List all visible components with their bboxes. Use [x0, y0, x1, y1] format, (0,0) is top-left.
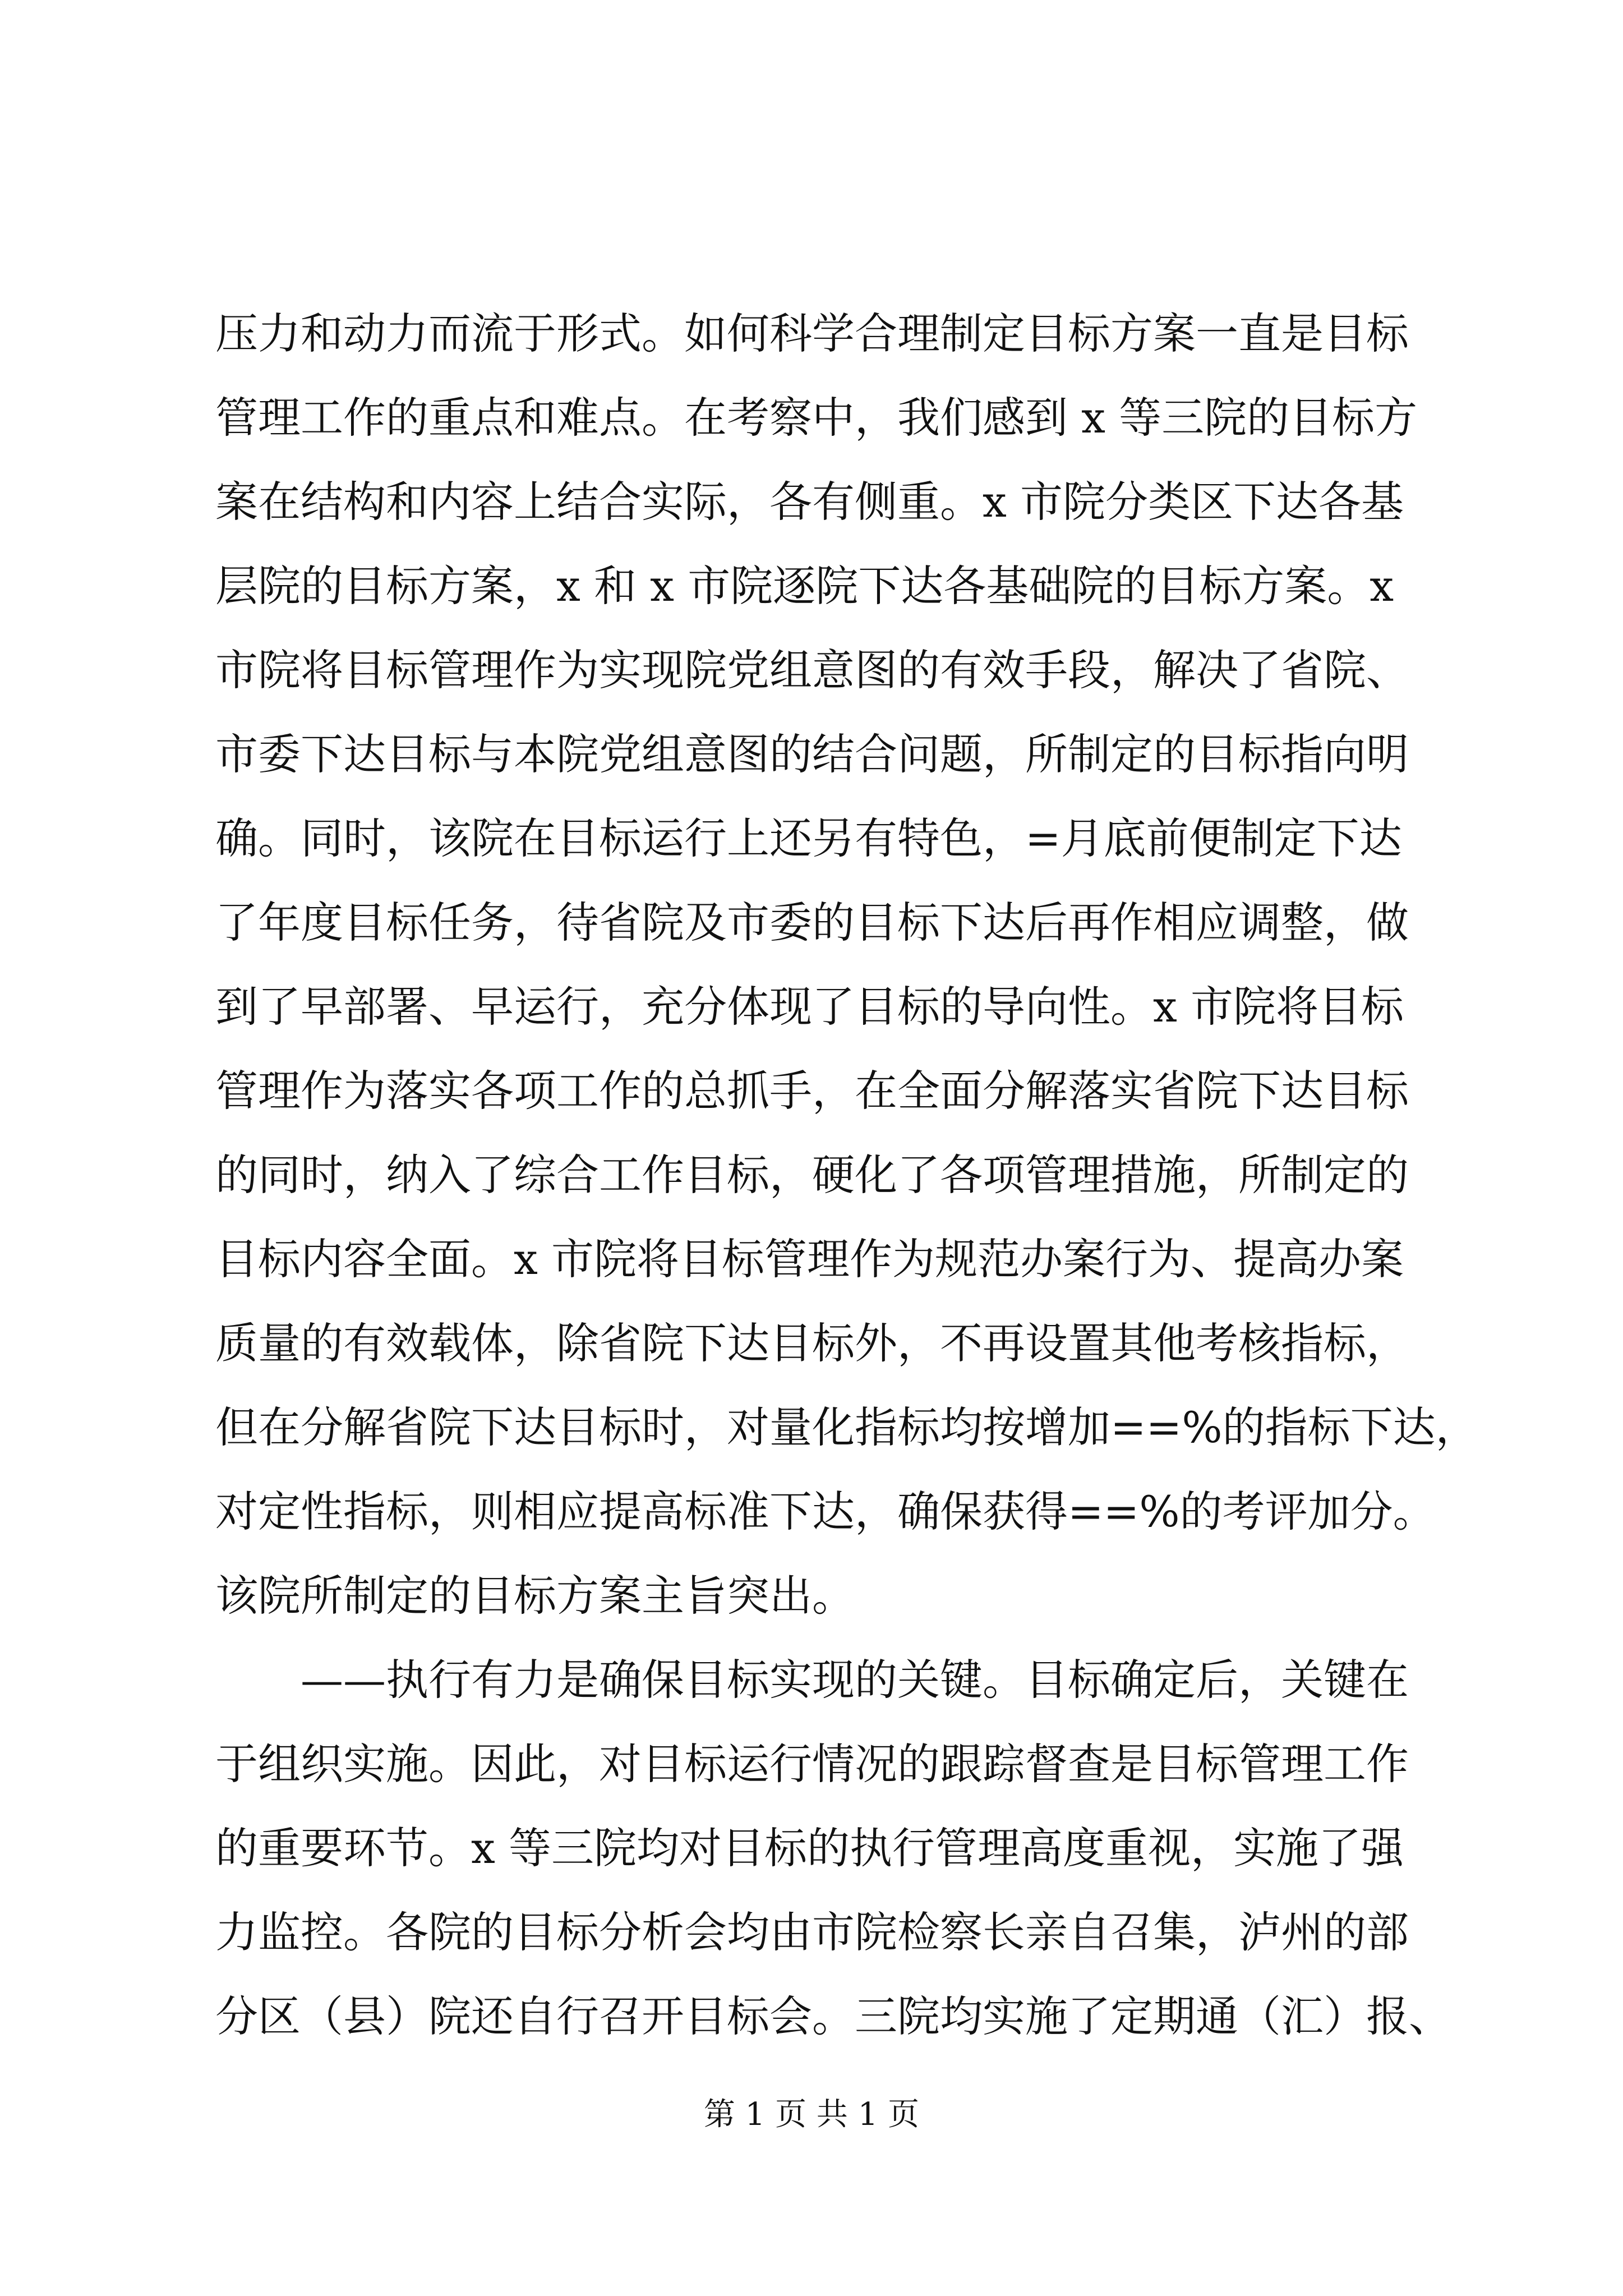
- text-line-indented: ——执行有力是确保目标实现的关键。目标确定后，关键在: [301, 1655, 1409, 1705]
- text-line: 到了早部署、早运行，充分体现了目标的导向性。x 市院将目标: [215, 982, 1404, 1032]
- text-line: 但在分解省院下达目标时，对量化指标均按增加==%的指标下达，: [215, 1402, 1478, 1452]
- text-line: 目标内容全面。x 市院将目标管理作为规范办案行为、提高办案: [215, 1234, 1404, 1284]
- text-line: 于组织实施。因此，对目标运行情况的跟踪督查是目标管理工作: [215, 1739, 1409, 1789]
- text-line: 的同时，纳入了综合工作目标，硬化了各项管理措施，所制定的: [215, 1150, 1409, 1200]
- text-line: 的重要环节。x 等三院均对目标的执行管理高度重视，实施了强: [215, 1823, 1404, 1873]
- text-line: 质量的有效载体，除省院下达目标外，不再设置其他考核指标，: [215, 1318, 1409, 1368]
- text-line: 市院将目标管理作为实现院党组意图的有效手段，解决了省院、: [215, 645, 1409, 695]
- text-line: 压力和动力而流于形式。如何科学合理制定目标方案一直是目标: [215, 309, 1409, 358]
- text-line: 市委下达目标与本院党组意图的结合问题，所制定的目标指向明: [215, 729, 1409, 779]
- body-text: [215, 292, 1478, 2059]
- page-footer: 第 1 页 共 1 页: [703, 2096, 920, 2133]
- text-line: 该院所制定的目标方案主旨突出。: [215, 1571, 855, 1621]
- text-line: 管理工作的重点和难点。在考察中，我们感到 x 等三院的目标方: [215, 393, 1418, 443]
- text-line: 确。同时，该院在目标运行上还另有特色，=月底前便制定下达: [215, 813, 1402, 863]
- text-line: 了年度目标任务，待省院及市委的目标下达后再作相应调整，做: [215, 898, 1409, 947]
- text-line: 对定性指标，则相应提高标准下达，确保获得==%的考评加分。: [215, 1487, 1436, 1536]
- text-line: 层院的目标方案，x 和 x 市院逐院下达各基础院的目标方案。x: [215, 561, 1394, 611]
- text-line: 力监控。各院的目标分析会均由市院检察长亲自召集，泸州的部: [215, 1907, 1409, 1957]
- text-line: 案在结构和内容上结合实际，各有侧重。x 市院分类区下达各基: [215, 477, 1404, 527]
- text-line: 管理作为落实各项工作的总抓手，在全面分解落实省院下达目标: [215, 1066, 1409, 1116]
- text-line: 分区（县）院还自行召开目标会。三院均实施了定期通（汇）报、: [215, 1991, 1451, 2041]
